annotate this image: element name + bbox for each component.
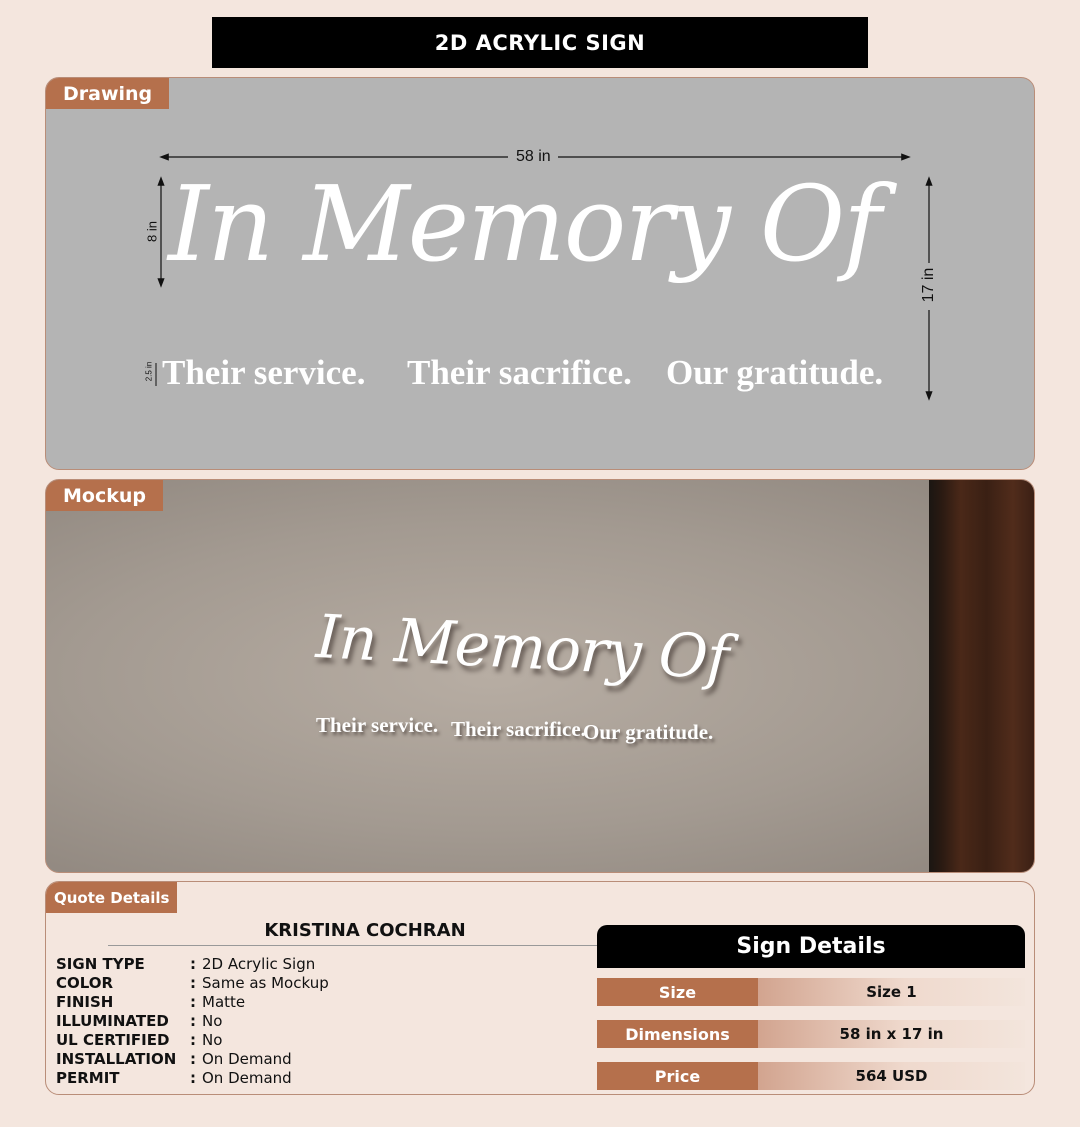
quote-details-panel [45, 881, 1035, 1095]
spec-value: Same as Mockup [202, 974, 329, 992]
quote-details-tab: Quote Details [46, 882, 177, 913]
spec-colon: : [190, 1031, 196, 1049]
spec-colon: : [190, 955, 196, 973]
sign-detail-key: Size [597, 978, 758, 1006]
width-dimension-label: 58 in [516, 148, 551, 165]
spec-colon: : [190, 974, 196, 992]
spec-key: SIGN TYPE [56, 955, 145, 973]
main-text-height-label: 8 in [144, 221, 160, 242]
spec-value: No [202, 1012, 223, 1030]
sub-text-height-label: 2.5 in [144, 361, 154, 382]
drawing-tab: Drawing [46, 78, 169, 109]
drawing-sub-text-1: Their service. [162, 353, 366, 392]
spec-key: COLOR [56, 974, 114, 992]
mockup-panel [45, 479, 1035, 873]
spec-value: On Demand [202, 1069, 292, 1087]
height-dimension-label: 17 in [920, 267, 937, 303]
spec-key: UL CERTIFIED [56, 1031, 170, 1049]
spec-colon: : [190, 993, 196, 1011]
mockup-sub-text-3: Our gratitude. [583, 720, 714, 744]
mockup-tab: Mockup [46, 480, 163, 511]
sign-detail-key: Price [597, 1062, 758, 1090]
sign-detail-value: Size 1 [758, 978, 1025, 1006]
spec-key: PERMIT [56, 1069, 120, 1087]
page-title: 2D ACRYLIC SIGN [212, 17, 868, 68]
drawing-main-text: In Memory Of [168, 163, 880, 285]
sign-detail-value: 58 in x 17 in [758, 1020, 1025, 1048]
drawing-sub-text-3: Our gratitude. [666, 353, 884, 392]
spec-row-sign-type [56, 955, 315, 974]
spec-value: On Demand [202, 1050, 292, 1068]
spec-colon: : [190, 1069, 196, 1087]
drawing-panel [45, 77, 1035, 470]
spec-row-color [56, 974, 329, 993]
spec-colon: : [190, 1012, 196, 1030]
sign-detail-key: Dimensions [597, 1020, 758, 1048]
sign-detail-row-size [597, 978, 1025, 1006]
spec-key: ILLUMINATED [56, 1012, 169, 1030]
sign-detail-row-dimensions [597, 1020, 1025, 1048]
spec-row-installation [56, 1050, 292, 1069]
spec-row-finish [56, 993, 245, 1012]
spec-value: 2D Acrylic Sign [202, 955, 316, 973]
sign-detail-row-price [597, 1062, 1025, 1090]
spec-row-illuminated [56, 1012, 222, 1031]
spec-row-permit [56, 1069, 292, 1088]
drawing-sub-text-2: Their sacrifice. [407, 353, 632, 392]
spec-value: Matte [202, 993, 246, 1011]
mockup-sub-text-2: Their sacrifice. [451, 717, 586, 741]
mockup-main-text: In Memory Of [314, 602, 730, 694]
spec-colon: : [190, 1050, 196, 1068]
mockup-sub-text-1: Their service. [316, 713, 439, 737]
spec-row-ul-certified [56, 1031, 222, 1050]
customer-name: KRISTINA COCHRAN [108, 920, 622, 946]
spec-value: No [202, 1031, 223, 1049]
sign-details-title: Sign Details [597, 925, 1025, 968]
wood-panel [929, 480, 1034, 872]
spec-key: INSTALLATION [56, 1050, 177, 1068]
spec-key: FINISH [56, 993, 114, 1011]
sign-detail-value: 564 USD [758, 1062, 1025, 1090]
